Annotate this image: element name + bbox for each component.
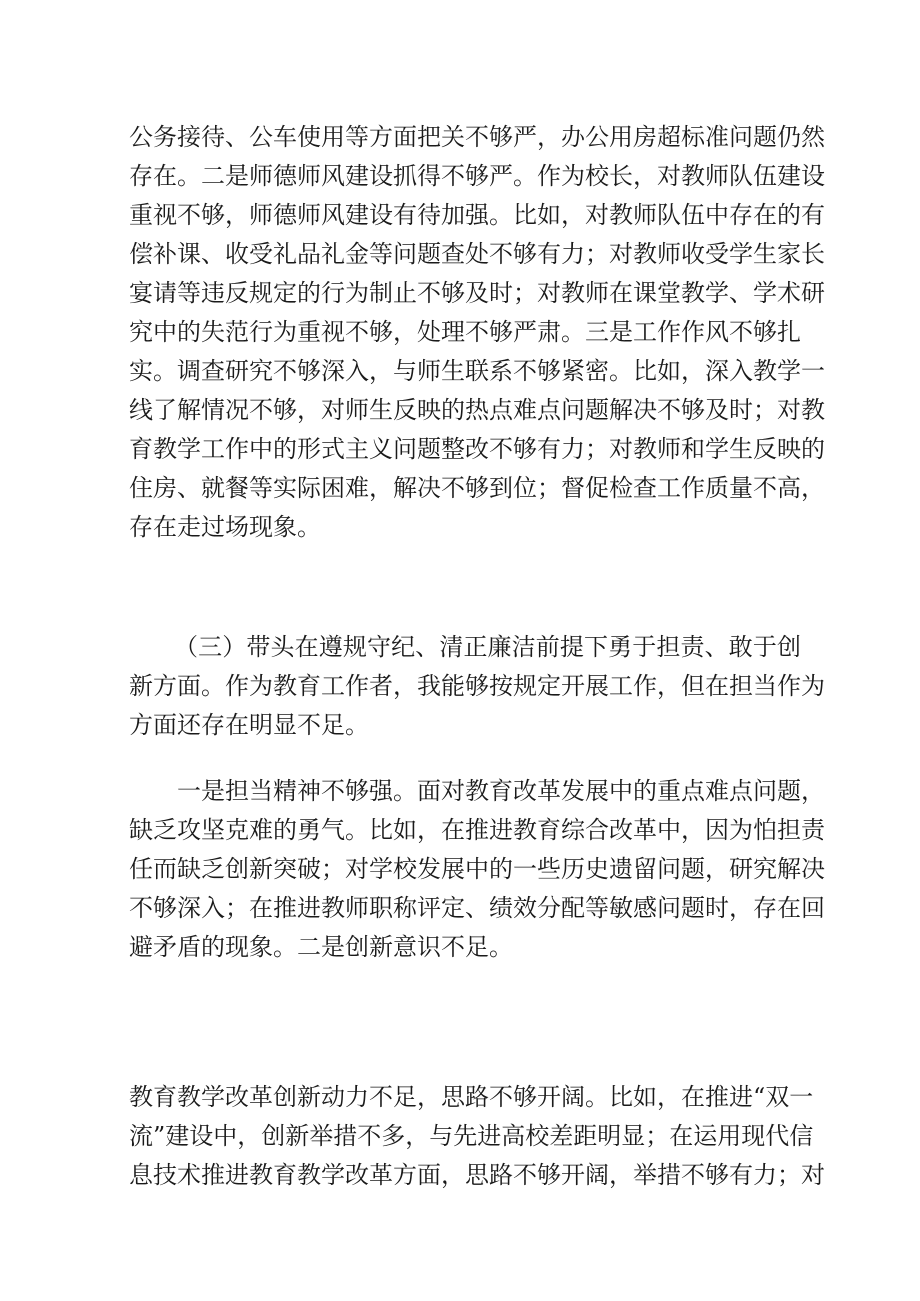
text-line: 宴请等违反规定的行为制止不够及时；对教师在课堂教学、学术研 [129, 279, 825, 307]
text-line: 方面还存在明显不足。 [129, 711, 369, 739]
text-line: 存在走过场现象。 [129, 513, 321, 541]
text-line: 新方面。作为教育工作者，我能够按规定开展工作，但在担当作为 [129, 672, 825, 700]
text-line: 缺乏攻坚克难的勇气。比如，在推进教育综合改革中，因为怕担责 [129, 816, 825, 844]
text-line: 公务接待、公车使用等方面把关不够严，办公用房超标准问题仍然 [129, 123, 825, 151]
paragraph-3 [129, 772, 825, 967]
text-line: 一是担当精神不够强。面对教育改革发展中的重点难点问题， [177, 777, 825, 805]
text-line: 实。调查研究不够深入，与师生联系不够紧密。比如，深入教学一 [129, 357, 825, 385]
text-line: 不够深入；在推进教师职称评定、绩效分配等敏感问题时，存在回 [129, 894, 825, 922]
text-line: （三）带头在遵规守纪、清正廉洁前提下勇于担责、敢于创 [174, 633, 801, 661]
text-line: 究中的失范行为重视不够，处理不够严肃。三是工作作风不够扎 [129, 318, 801, 346]
text-line: 偿补课、收受礼品礼金等问题查处不够有力；对教师收受学生家长 [129, 240, 825, 268]
text-line: 息技术推进教育教学改革方面，思路不够开阔，举措不够有力；对 [129, 1161, 825, 1189]
text-line: 避矛盾的现象。二是创新意识不足。 [129, 933, 513, 961]
text-line: 任而缺乏创新突破；对学校发展中的一些历史遗留问题，研究解决 [129, 855, 825, 883]
text-line: 住房、就餐等实际困难，解决不够到位；督促检查工作质量不高， [129, 474, 825, 502]
paragraph-4 [129, 1078, 825, 1195]
text-line: 存在。二是师德师风建设抓得不够严。作为校长，对教师队伍建设 [129, 162, 825, 190]
text-line: 育教学工作中的形式主义问题整改不够有力；对教师和学生反映的 [129, 435, 825, 463]
text-line: 线了解情况不够，对师生反映的热点难点问题解决不够及时；对教 [129, 396, 825, 424]
text-line: 流”建设中，创新举措不多，与先进高校差距明显；在运用现代信 [129, 1122, 814, 1150]
section-heading-paragraph [129, 628, 825, 745]
text-line: 重视不够，师德师风建设有待加强。比如，对教师队伍中存在的有 [129, 201, 825, 229]
text-line: 教育教学改革创新动力不足，思路不够开阔。比如，在推进“双一 [129, 1083, 814, 1111]
paragraph-1 [129, 118, 825, 547]
